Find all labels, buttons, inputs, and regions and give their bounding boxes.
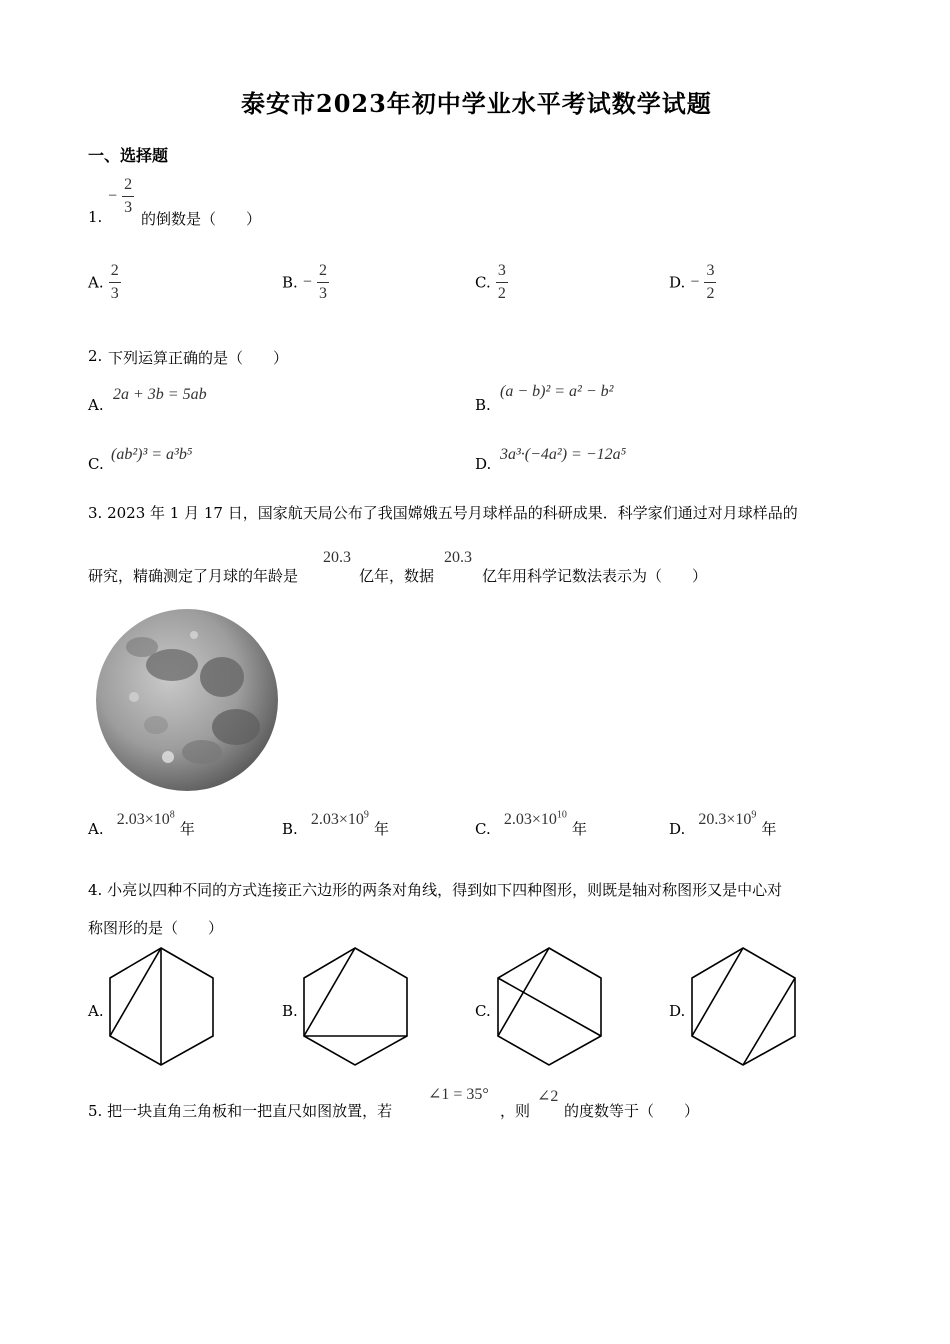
q2-stem: 下列运算正确的是（ ）: [108, 349, 289, 367]
q4-hexagon-d: [688, 945, 800, 1069]
q4-line1: 4. 小亮以四种不同的方式连接正六边形的两条对角线，得到如下四种图形，则既是轴对称图形又是中心对: [88, 881, 783, 899]
q4-label-b[interactable]: B.: [282, 1002, 298, 1020]
q5-text-b: ，则: [500, 1102, 531, 1120]
q1-option-c[interactable]: C. $\frac{3}{2}$: [475, 262, 506, 302]
q3-line2-a: 研究，精确测定了月球的年龄是: [88, 567, 299, 585]
q3-option-a[interactable]: A. $2.03\times 10^8$ 年: [88, 809, 195, 838]
q1-stem: 的倒数是（ ）: [141, 210, 262, 228]
q3-option-d[interactable]: D. $20.3\times 10^9$ 年: [669, 809, 777, 838]
q2-option-a-expr: 2a + 3b = 5ab: [113, 386, 207, 403]
q3-line2-b: 亿年，数据: [359, 567, 435, 585]
moon-image: [94, 607, 280, 793]
q1-sign: −: [108, 187, 118, 205]
q2-option-a-label[interactable]: A.: [88, 396, 104, 414]
q5-text-a: 5. 把一块直角三角板和一把直尺如图放置，若: [88, 1102, 393, 1120]
q4-hexagon-a: [106, 945, 218, 1069]
q1-option-b[interactable]: B. − $\frac{2}{3}$: [282, 262, 328, 302]
q2-option-d-expr: 3a³·(−4a²) = −12a⁵: [500, 446, 627, 463]
q3-option-b[interactable]: B. $2.03\times 10^9$ 年: [282, 809, 390, 838]
q2-option-b-expr: (a − b)² = a² − b²: [500, 383, 614, 400]
q4-label-c[interactable]: C.: [475, 1002, 491, 1020]
q4-hexagon-c: [494, 945, 606, 1069]
q2-option-c-label[interactable]: C.: [88, 455, 104, 473]
q5-text-c: 的度数等于（ ）: [564, 1102, 700, 1120]
q2-option-b-label[interactable]: B.: [475, 396, 491, 414]
q2-number: 2.: [88, 347, 103, 365]
page-title: 泰安市2023年初中学业水平考试数学试题: [241, 89, 712, 118]
q4-line2: 称图形的是（ ）: [88, 919, 224, 937]
q3-value-1: 20.3: [323, 549, 351, 566]
section-heading: 一、选择题: [88, 146, 169, 165]
q2-option-c-expr: (ab²)³ = a³b⁵: [111, 446, 193, 463]
q2-option-d-label[interactable]: D.: [475, 455, 492, 473]
q5-angle2: ∠2: [537, 1088, 559, 1105]
q4-hexagon-b: [300, 945, 412, 1069]
q3-value-2: 20.3: [444, 549, 472, 566]
q1-fraction: − $\frac{2}{3}$: [108, 176, 133, 216]
q3-line2-c: 亿年用科学记数法表示为（ ）: [482, 567, 708, 585]
q1-option-a[interactable]: A. $\frac{2}{3}$: [88, 262, 119, 302]
q4-label-d[interactable]: D.: [669, 1002, 686, 1020]
q3-line1: 3. 2023 年 1 月 17 日，国家航天局公布了我国嫦娥五号月球样品的科研成果．科学家们通过对月球样品的: [88, 504, 798, 522]
q1-option-d[interactable]: D. − $\frac{3}{2}$: [669, 262, 715, 302]
q3-option-c[interactable]: C. $2.03\times 10^{10}$ 年: [475, 809, 587, 838]
q4-label-a[interactable]: A.: [88, 1002, 104, 1020]
q5-angle1: ∠1 = 35°: [428, 1086, 489, 1103]
q1-number: 1.: [88, 208, 103, 226]
